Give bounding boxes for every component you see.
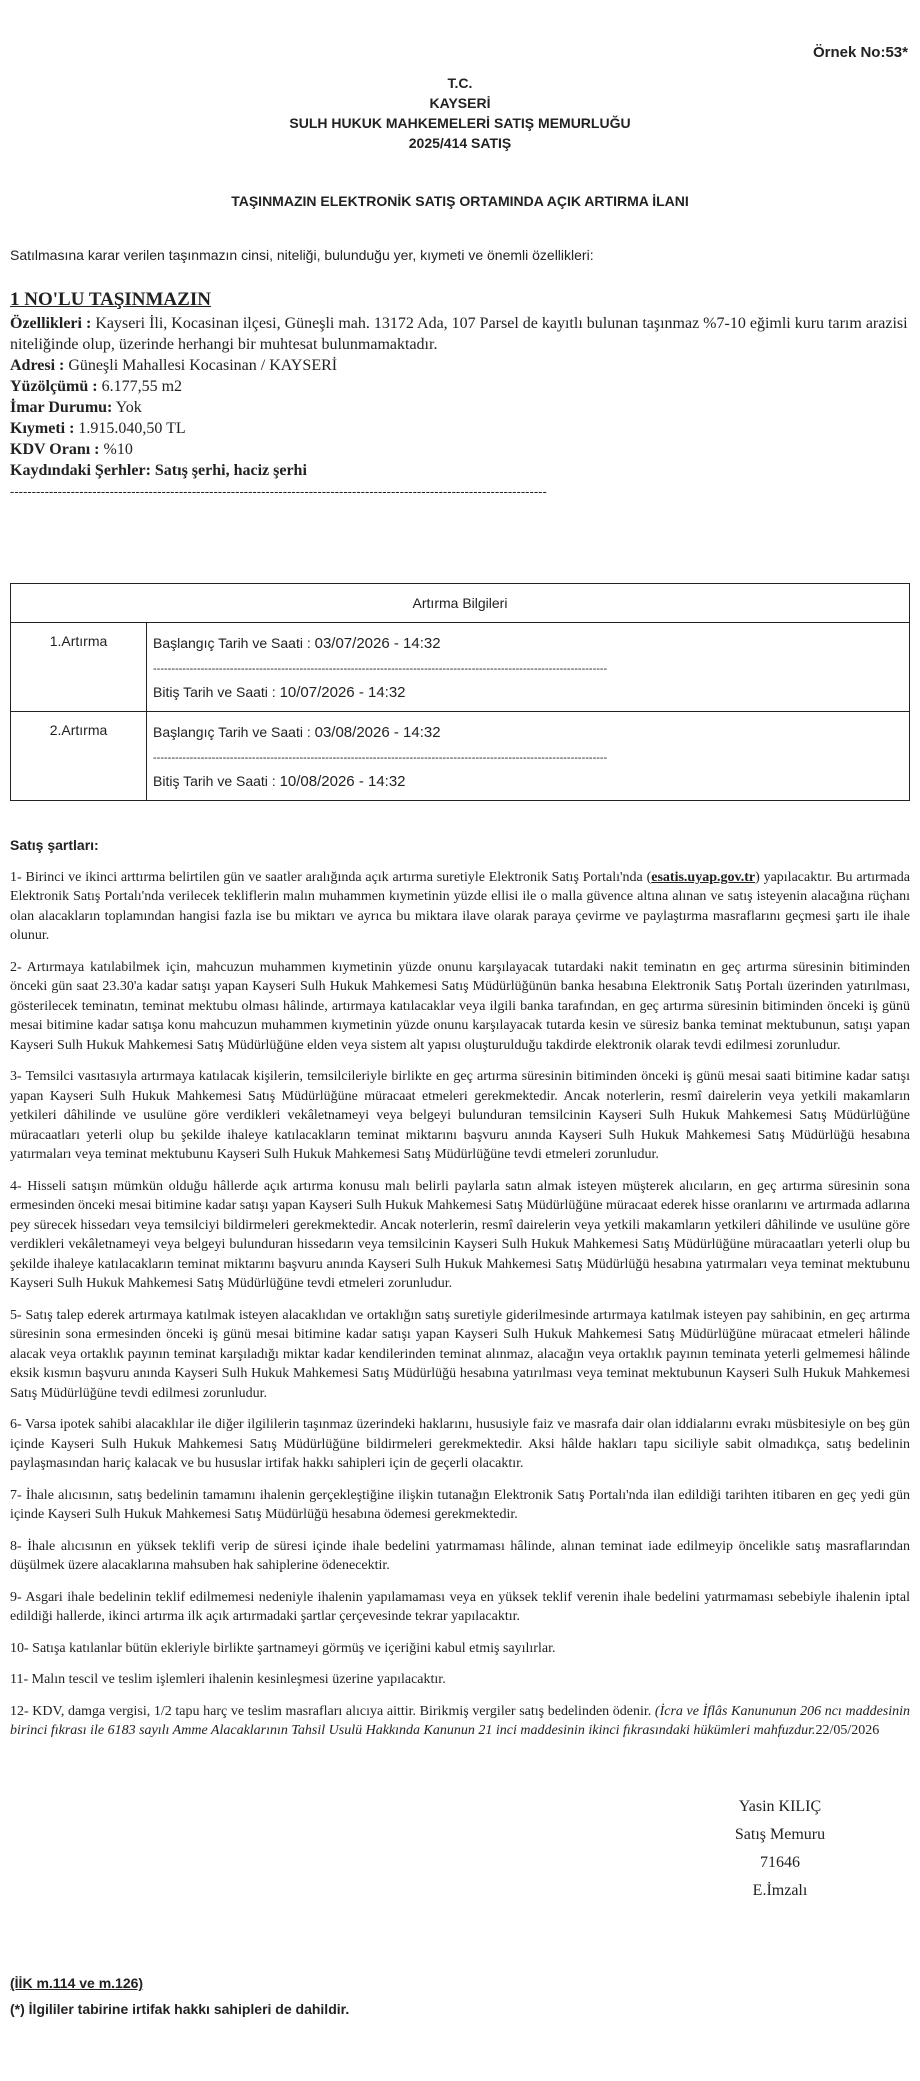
annotations-text: Kaydındaki Şerhler: Satış şerhi, haciz şerhi: [10, 462, 307, 479]
auction-round-details: [147, 623, 910, 712]
end-label: Bitiş Tarih ve Saati :: [153, 773, 280, 789]
condition-12-legal-note: (İcra ve İflâs Kanununun 206 ncı maddesinin birinci fıkrası ile 6183 sayılı Amme Alacaklarının Tahsil Usulü Hakkında Kanunun 21 inci maddesinin ikinci fıkrasındaki hükümleri mahfuzdur.: [10, 1703, 911, 1738]
property-vat: [10, 439, 910, 460]
property-value: [10, 418, 910, 439]
auction-info-table: [10, 583, 910, 801]
header-line-file-number: 2025/414 SATIŞ: [408, 135, 512, 151]
auction-table-header: Artırma Bilgileri: [11, 584, 910, 623]
value-amount: 1.915.040,50 TL: [74, 420, 186, 437]
zoning-label: İmar Durumu:: [10, 399, 113, 416]
property-area: [10, 376, 910, 397]
condition-8: 8- İhale alıcısının en yüksek teklifi verip de süresi içinde ihale bedelini yatırmaması hâlinde, alınan teminat iade edilmeyip öncelikle satış masraflarından düşülmek üzere alacaklarına mahsuben hak sahiplerine ödenecektir.: [10, 1538, 910, 1573]
sale-conditions: [10, 836, 910, 1753]
signer-name: Yasin KILIÇ: [738, 1798, 822, 1815]
area-label: Yüzölçümü :: [10, 378, 98, 395]
start-label: Başlangıç Tarih ve Saati :: [153, 724, 315, 740]
property-zoning: [10, 397, 910, 418]
property-address: [10, 355, 910, 376]
vat-value: %10: [99, 441, 133, 458]
e-signed-label: E.İmzalı: [752, 1882, 808, 1899]
conditions-title: Satış şartları:: [10, 837, 99, 853]
address-label: Adresi :: [10, 357, 65, 374]
signer-title: Satış Memuru: [734, 1826, 826, 1843]
condition-10: 10- Satışa katılanlar bütün ekleriyle birlikte şartnameyi görmüş ve içeriğini kabul etmiş sayılırlar.: [10, 1640, 556, 1656]
row-separator: ----------------------------------------------------------------------------------------------------------------------------: [153, 663, 608, 675]
condition-6: 6- Varsa ipotek sahibi alacaklılar ile diğer ilgililerin taşınmaz üzerindeki haklarını, hususiyle faiz ve masrafa dair olan iddialarını evrakı müsbitesiyle on beş gün içinde Kayseri Sulh Hukuk Mahkemesi Satış Müdürlüğüne bildirmeleri gerekmektedir. Aksi hâlde hakları tapu siciliyle sabit olmadıkça, satış bedelinin paylaşmasından hariç kalacak ve bu hususlar irtifak hakkı sahipleri için de geçerli olacaktır.: [10, 1417, 910, 1471]
features-value: Kayseri İli, Kocasinan ilçesi, Güneşli mah. 13172 Ada, 107 Parsel de kayıtlı bulunan taşınmaz %7-10 eğimli kuru tarım arazisi niteliğinde olup, üzerinde herhangi bir muhtesat bulunmamaktadır.: [10, 315, 908, 353]
features-label: Özellikleri :: [10, 315, 92, 332]
header-line-tc: T.C.: [447, 75, 473, 91]
intro-text: Satılmasına karar verilen taşınmazın cinsi, niteliği, bulunduğu yer, kıymeti ve önemli özellikleri:: [10, 247, 594, 263]
table-row: [11, 623, 910, 712]
announcement-title: TAŞINMAZIN ELEKTRONİK SATIŞ ORTAMINDA AÇIK ARTIRMA İLANI: [231, 193, 689, 209]
address-value: Güneşli Mahallesi Kocasinan / KAYSERİ: [64, 357, 338, 374]
area-value: 6.177,55 m2: [97, 378, 183, 395]
auction-round-details: [147, 712, 910, 801]
property-section: [10, 287, 910, 502]
auction-round-label: 2.Artırma: [11, 712, 147, 801]
condition-11: 11- Malın tescil ve teslim işlemleri ihalenin kesinleşmesi üzerine yapılacaktır.: [10, 1672, 446, 1687]
condition-2: 2- Artırmaya katılabilmek için, mahcuzun muhammen kıymetinin yüzde onunu karşılayacak tutardaki nakit teminatın en geç artırma süresinin bitiminden önceki gün saat 23.30'a kadar satışı yapan Kayseri Sulh Hukuk Mahkemesi Satış Müdürlüğünün banka hesabına Elektronik Satış Portalı üzerinden yatırılması, gösterilecek teminatın, teminat mektubu olması hâlinde, artırmaya katılacaklar veya ilgili banka tarafından, en geç artırma süresinin bitiminden önceki iş günü mesai bitimine kadar satışa konu mahcuzun muhammen kıymetinin yüzde onunu karşılayacak tutarda kesin ve süresiz banka teminat mektubunun, satışı yapan Kayseri Sulh Hukuk Mahkemesi Satış Müdürlüğüne elden veya sistem alt yapısı oluşturulduğu takdirde elektronik olarak tevdi edilmesi zorunludur.: [10, 959, 910, 1053]
end-value: 10/07/2026 - 14:32: [279, 684, 406, 701]
start-label: Başlangıç Tarih ve Saati :: [153, 635, 315, 651]
condition-9: 9- Asgari ihale bedelinin teklif edilmemesi nedeniyle ihalenin yapılamaması veya en yüksek teklif verenin ihale bedelini yatırmaması sebebiyle ihalenin iptal edildiği hallerde, ikinci artırma ilk açık artırmadaki şartlar çerçevesinde tekrar yapılacaktır.: [10, 1589, 910, 1624]
signer-number: 71646: [760, 1854, 800, 1871]
value-label: Kıymeti :: [10, 420, 75, 437]
start-value: 03/08/2026 - 14:32: [314, 724, 441, 741]
condition-12-text: 12- KDV, damga vergisi, 1/2 tapu harç ve teslim masrafları alıcıya aittir. Birikmiş vergiler satış bedelinden ödenir.: [10, 1703, 655, 1719]
condition-1-text-b: ) yapılacaktır. Bu artırmada Elektronik Satış Portalı'nda verilecek tekliflerin malın muhammen kıymetinin yüzde ellisi ile o malla güvence altına alınan ve satış isteyenin alacağına rüçhanı olan alacakların toplamından hangisi fazla ise bu miktarı ve ayrıca bu miktara ilave olarak paraya çevirme ve paylaştırma masraflarını geçmesi şartı ile ihale olunur.: [10, 869, 910, 943]
end-value: 10/08/2026 - 14:32: [279, 773, 406, 790]
end-label: Bitiş Tarih ve Saati :: [153, 684, 280, 700]
row-separator: ----------------------------------------------------------------------------------------------------------------------------: [153, 752, 608, 764]
condition-5: 5- Satış talep ederek artırmaya katılmak isteyen alacaklıdan ve ortaklığın satış suretiyle giderilmesinde artırmaya katılmak isteyen pay sahibinin, en geç artırma süresinin sona ermesinden önceki iş günü mesai bitimine kadar satışı yapan Kayseri Sulh Hukuk Mahkemesi Satış Müdürlüğüne müracaat etmeleri hâlinde alacak veya ortaklık payının teminat karşıladığı miktar kadar kendilerinden teminat alınmaz, alacağın veya ortaklık payının teminata yeterli gelmemesi hâlinde eksik kısmın başvuru anında Kayseri Sulh Hukuk Mahkemesi Satış Müdürlüğü hesabına yatırılması veya teminat mektubunun Kayseri Sulh Hukuk Mahkemesi Satış Müdürlüğüne tevdi edilmesi zorunludur.: [10, 1307, 910, 1401]
table-row: [11, 712, 910, 801]
condition-12: [10, 1702, 910, 1741]
auction-round-label: 1.Artırma: [11, 623, 147, 712]
footnote: (*) İlgililer tabirine irtifak hakkı sahipleri de dahildir.: [10, 2001, 350, 2017]
sample-number: Örnek No:53*: [812, 44, 908, 61]
property-annotations: [10, 460, 910, 481]
condition-3: 3- Temsilci vasıtasıyla artırmaya katılacak kişilerin, temsilcileriyle birlikte en geç artırma süresinin bitiminden önceki iş günü mesai saati bitimine kadar satışı yapan Kayseri Sulh Hukuk Mahkemesi Satış Müdürlüğüne müracaat etmeleri gerekmektedir. Ancak noterlerin, resmî dairelerin veya yetkili makamların yetkileri dâhilinde ve usulüne göre verdikleri vekâletnameyi veya belgeyi bulunduran temsilcinin Kayseri Sulh Hukuk Mahkemesi Satış Müdürlüğüne müracaatları yeterli olup bu şekilde ihaleye katılacakların teminat miktarını başvuru anında Kayseri Sulh Hukuk Mahkemesi Satış Müdürlüğü hesabına yatırmaları veya teminat mektubunu Kayseri Sulh Hukuk Mahkemesi Satış Müdürlüğüne tevdi etmeleri zorunludur.: [10, 1069, 910, 1162]
condition-7: 7- İhale alıcısının, satış bedelinin tamamını ihalenin gerçekleştiğine ilişkin tutanağın Elektronik Satış Portalı'nda ilan edildiği tarihten itibaren en geç yedi gün içinde Kayseri Sulh Hukuk Mahkemesi Satış Müdürlüğü hesabına ödemesi gerekmektedir.: [10, 1487, 910, 1522]
condition-1: [10, 868, 910, 946]
condition-1-text-a: 1- Birinci ve ikinci arttırma belirtilen gün ve saatler aralığında açık artırma suretiyle Elektronik Satış Portalı'nda (: [10, 869, 652, 885]
esatis-link[interactable]: esatis.uyap.gov.tr: [651, 869, 756, 885]
auction-end: [153, 771, 903, 792]
auction-end: [153, 682, 903, 703]
zoning-value: Yok: [112, 399, 142, 416]
auction-start: [153, 722, 903, 743]
signature-block: [660, 1793, 900, 1905]
header-line-office: SULH HUKUK MAHKEMELERİ SATIŞ MEMURLUĞU: [289, 115, 631, 131]
property-features: [10, 313, 910, 355]
condition-4: 4- Hisseli satışın mümkün olduğu hâllerde açık artırma konusu malı belirli paylarla satın almak isteyen müşterek alıcıların, en geç artırma süresinin sona ermesinden önceki mesai bitimine kadar satışı yapan Kayseri Sulh Hukuk Mahkemesi Satış Müdürlüğüne müracaat ederek hisse oranlarını ve artırmada adlarına pey sürecek hissedarı veya temsilciyi bildirmeleri gerekmektedir. Ancak noterlerin, resmî dairelerin veya yetkili makamların yetkileri dâhilinde ve usulüne göre verdikleri vekâletnameyi veya belgeyi bulunduran hissedarın veya temsilcinin Kayseri Sulh Hukuk Mahkemesi Satış Müdürlüğüne müracaatları yeterli olup bu şekilde ihaleye katılacakların teminat miktarını başvuru anında Kayseri Sulh Hukuk Mahkemesi Satış Müdürlüğü hesabına yatırmaları veya teminat mektubunu Kayseri Sulh Hukuk Mahkemesi Satış Müdürlüğüne tevdi etmeleri zorunludur.: [10, 1178, 910, 1291]
header-line-city: KAYSERİ: [429, 95, 491, 111]
law-reference: (İİK m.114 ve m.126): [10, 1975, 144, 1991]
property-separator: ----------------------------------------------------------------------------------------------------------------------------: [10, 484, 547, 499]
document-date: 22/05/2026: [815, 1723, 880, 1738]
document-header: [0, 73, 920, 153]
vat-label: KDV Oranı :: [10, 441, 100, 458]
start-value: 03/07/2026 - 14:32: [314, 635, 441, 652]
auction-start: [153, 633, 903, 654]
property-title: 1 NO'LU TAŞINMAZIN: [10, 289, 211, 310]
